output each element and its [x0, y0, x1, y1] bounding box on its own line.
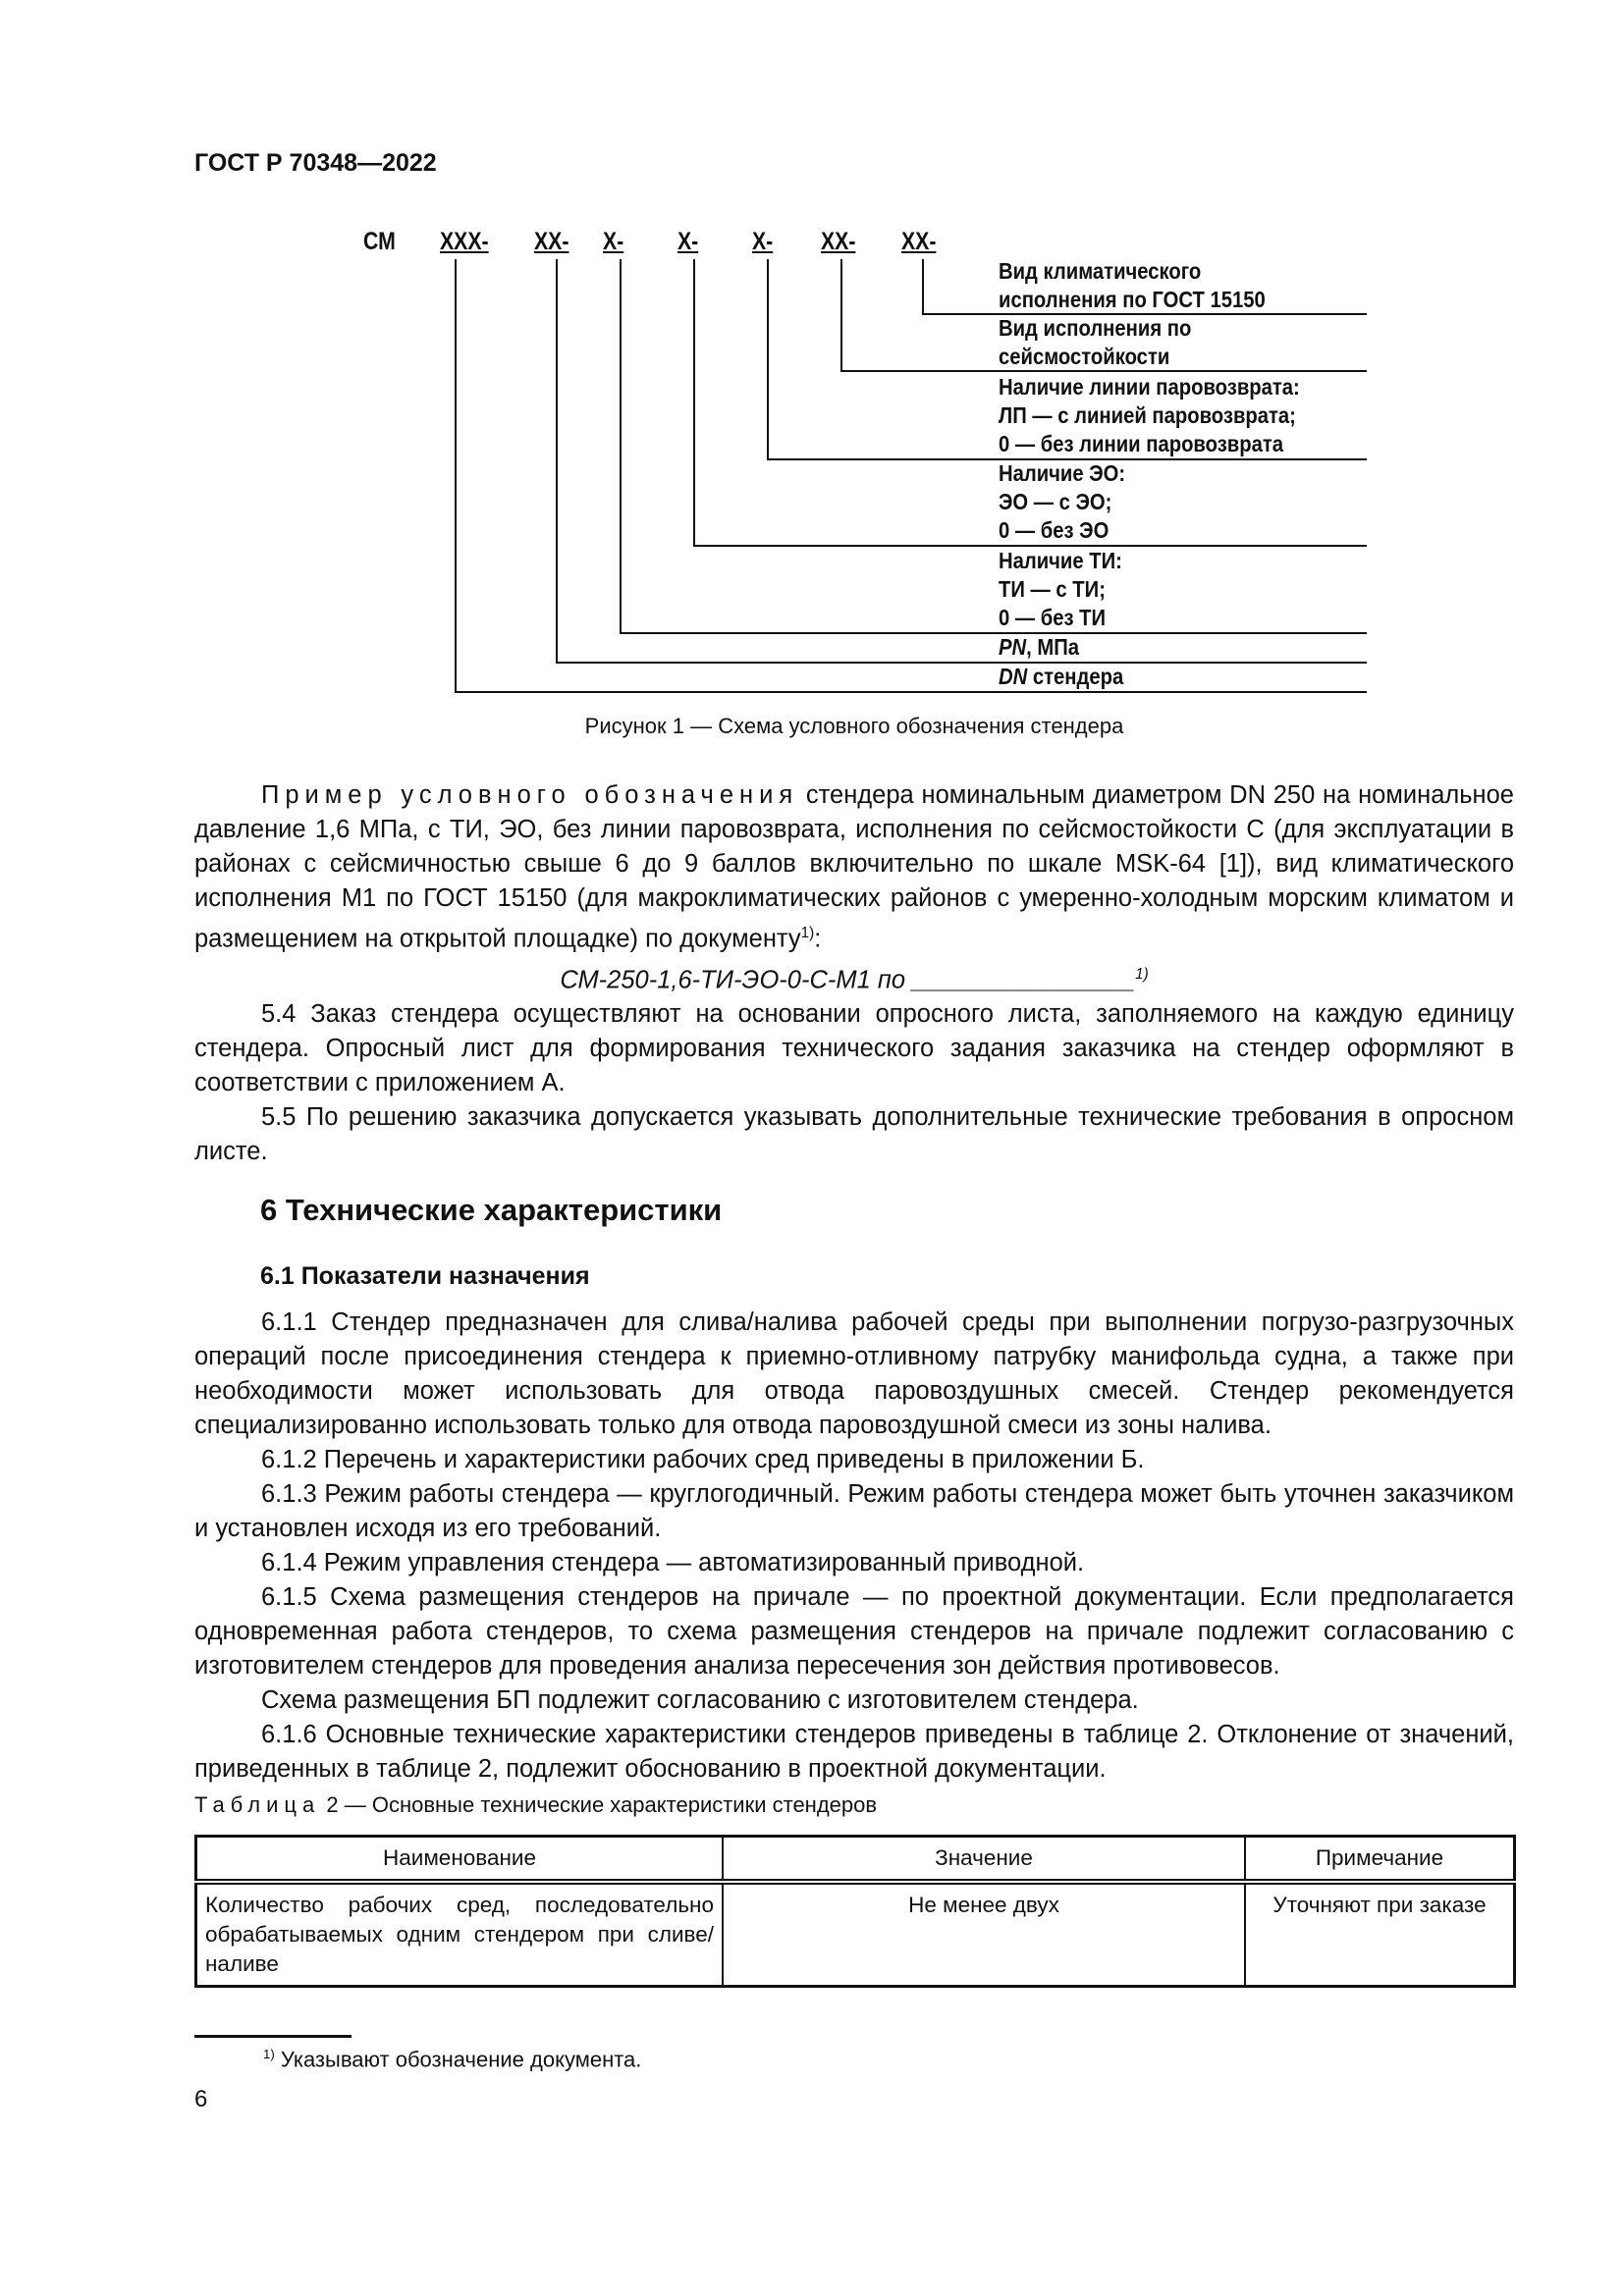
label-ti: Наличие ТИ: ТИ — с ТИ; 0 — без ТИ: [999, 548, 1122, 630]
table-cell: Количество рабочих сред, последовательно обрабатываемых одним стендером при сливе/наливе: [196, 1882, 724, 1987]
label-eo: Наличие ЭО: ЭО — с ЭО; 0 — без ЭО: [999, 460, 1126, 543]
example-paragraph: Пример условного обозначения стендера номинальным диаметром DN 250 на номинальное давление 1,6 МПа, с ТИ, ЭО, без линии паровозврата, исполнения по сейсмостойкости С (для эксплуатации в районах с сейсмичностью свыше 6 до 9 баллов включительно по шкале MSK-64 [1]), вид климатического исполнения М1 по ГОСТ 15150 (для макроклиматических районов с умеренно-холодным морским климатом и размещением на открытой площадке) по документу$^{1)}$:: [194, 781, 1514, 953]
paragraph-6-1-3: 6.1.3 Режим работы стендера — круглогодичный. Режим работы стендера может быть уточнен заказчиком и установлен исходя из его требований.: [194, 1480, 1514, 1542]
table-cell: Уточняют при заказе: [1245, 1882, 1515, 1987]
label-pn: PN, МПа: [999, 634, 1080, 660]
leader-line: [556, 259, 558, 664]
document-header: ГОСТ Р 70348—2022: [194, 149, 437, 177]
table-caption: Таблица 2 — Основные технические характеристики стендеров: [194, 1792, 878, 1817]
paragraph-bp-scheme: Схема размещения БП подлежит согласованию с изготовителем стендера.: [261, 1686, 1139, 1714]
table-row: [196, 1882, 1515, 1987]
leader-line: [693, 259, 695, 547]
leader-line: [840, 259, 842, 372]
subsection-heading: 6.1 Показатели назначения: [260, 1262, 590, 1290]
label-vapor-return: Наличие линии паровозврата: ЛП — с линией паровозврата; 0 — без линии паровозврата: [999, 374, 1300, 456]
label-seismic: Вид исполнения по сейсмостойкости: [999, 315, 1192, 369]
leader-line: [455, 691, 1367, 693]
code-ti: Х-: [603, 228, 624, 255]
page-number: 6: [194, 2086, 208, 2112]
section-heading: 6 Технические характеристики: [260, 1193, 723, 1227]
paragraph-5-5: 5.5 По решению заказчика допускается указывать дополнительные технические требования в опросном листе.: [194, 1103, 1514, 1165]
code-dn: ХХХ-: [440, 228, 489, 255]
leader-line: [767, 259, 769, 460]
footnote-divider: [194, 2035, 352, 2038]
section-5-text: [194, 778, 1514, 1169]
code-seismic: ХХ-: [821, 228, 856, 255]
paragraph-6-1-5: 6.1.5 Схема размещения стендеров на причале — по проектной документации. Если предполагается одновременная работа стендеров, то схема размещения стендеров на причале подлежит согласованию с изготовителем стендеров для проведения анализа пересечения зон действия противовесов.: [194, 1583, 1514, 1680]
leader-line: [455, 259, 457, 693]
designation-scheme-figure: [0, 0, 1624, 707]
column-header: Значение: [723, 1837, 1245, 1883]
label-dn: DN стендера: [999, 664, 1124, 689]
code-pn: ХХ-: [534, 228, 569, 255]
code-cm: СМ: [363, 228, 396, 255]
leader-line: [922, 259, 924, 315]
paragraph-6-1-2: 6.1.2 Перечень и характеристики рабочих сред приведены в приложении Б.: [261, 1446, 1145, 1473]
paragraph-6-1-6: 6.1.6 Основные технические характеристики стендеров приведены в таблице 2. Отклонение от значений, приведенных в таблице 2, подлежит обоснованию в проектной документации.: [194, 1721, 1514, 1783]
table-cell: Не менее двух: [723, 1882, 1245, 1987]
label-climate: Вид климатического исполнения по ГОСТ 15150: [999, 258, 1266, 312]
leader-line: [556, 662, 1367, 664]
paragraph-6-1-1: 6.1.1 Стендер предназначен для слива/налива рабочей среды при выполнении погрузо-разгрузочных операций после присоединения стендера к приемно-отливному патрубку манифольда судна, а также при необходимости может использовать для отвода паровоздушных смесей. Стендер рекомендуется специализированно использовать только для отвода паровоздушной смеси из зоны налива.: [194, 1308, 1514, 1439]
code-eo: Х-: [677, 228, 699, 255]
section-6-text: [194, 1306, 1514, 1787]
leader-line: [620, 632, 1367, 634]
figure-caption: Рисунок 1 — Схема условного обозначения стендера: [584, 714, 1124, 738]
code-lp: Х-: [752, 228, 774, 255]
paragraph-5-4: 5.4 Заказ стендера осуществляют на основании опросного листа, заполняемого на каждую единицу стендера. Опросный лист для формирования технического задания заказчика на стендер оформляют в соответствии с приложением А.: [194, 1000, 1514, 1096]
table-header-row: [196, 1837, 1515, 1883]
column-header: Наименование: [196, 1837, 724, 1883]
characteristics-table: [194, 1835, 1516, 1988]
paragraph-6-1-4: 6.1.4 Режим управления стендера — автоматизированный приводной.: [261, 1549, 1085, 1576]
footnote: $^{1)}$ Указывают обозначение документа.: [263, 2047, 642, 2072]
code-climate: ХХ-: [901, 228, 937, 255]
leader-line: [620, 259, 622, 634]
column-header: Примечание: [1245, 1837, 1515, 1883]
example-designation: СМ-250-1,6-ТИ-ЭО-0-С-М1 по ________________$^{1)}$: [560, 965, 1149, 993]
